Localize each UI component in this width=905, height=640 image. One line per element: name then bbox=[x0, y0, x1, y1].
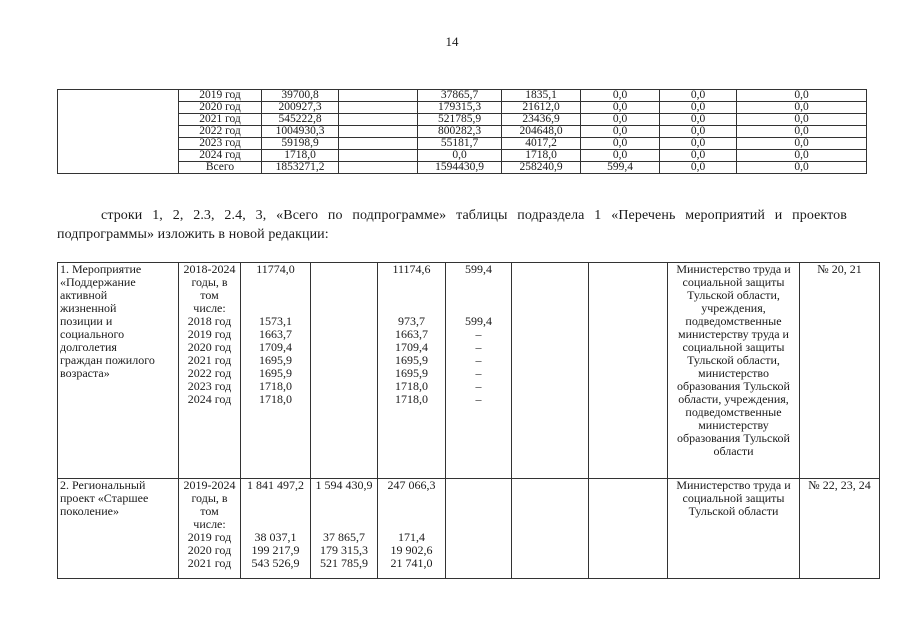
cell-line: 543 526,9 bbox=[251, 556, 300, 570]
value-cell: 0,0 bbox=[737, 114, 867, 126]
value-cell bbox=[339, 102, 418, 114]
value-cell: 0,0 bbox=[581, 138, 660, 150]
value-cell: 37865,7 bbox=[418, 90, 502, 102]
cell-line: 1663,7 bbox=[259, 327, 292, 341]
cell-line bbox=[243, 289, 308, 302]
cell-line: 1 594 430,9 bbox=[315, 478, 373, 492]
table-row bbox=[58, 162, 867, 174]
cell-line: 1. Мероприятие bbox=[60, 262, 142, 276]
cell-line: долголетия bbox=[60, 340, 117, 354]
regional-cell bbox=[378, 479, 446, 579]
cell-line: 2019 год bbox=[187, 530, 232, 544]
indicators-cell: № 22, 23, 24 bbox=[800, 479, 880, 579]
regional-cell bbox=[378, 263, 446, 479]
value-cell: 0,0 bbox=[581, 150, 660, 162]
cell-line: 1709,4 bbox=[395, 340, 428, 354]
table-row bbox=[58, 479, 880, 579]
cell-line: жизненной bbox=[60, 301, 117, 315]
value-cell bbox=[339, 150, 418, 162]
cell-line: 247 066,3 bbox=[387, 478, 436, 492]
value-cell: 0,0 bbox=[581, 102, 660, 114]
value-cell: 4017,2 bbox=[502, 138, 581, 150]
cell-line: социального bbox=[60, 327, 125, 341]
cell-line: 1718,0 bbox=[259, 392, 292, 406]
cell-line: 1718,0 bbox=[395, 379, 428, 393]
cell-line: 1718,0 bbox=[259, 379, 292, 393]
value-cell: 21612,0 bbox=[502, 102, 581, 114]
local-cell bbox=[446, 479, 512, 579]
cell-line: – bbox=[475, 366, 482, 380]
cell-line: 171,4 bbox=[398, 530, 425, 544]
value-cell bbox=[339, 138, 418, 150]
value-cell: 23436,9 bbox=[502, 114, 581, 126]
table-row bbox=[58, 263, 880, 479]
cell-line bbox=[448, 276, 509, 289]
cell-line: граждан пожилого bbox=[60, 353, 155, 367]
value-cell: 0,0 bbox=[660, 150, 737, 162]
responsible-cell: Министерство труда и социальной защиты Тульской области, учреждения, подведомственные министерству труда и социальной защиты Тульской области, министерство образования Тульской области, учреждения, подведомственные министерству образования Тульской области bbox=[668, 263, 800, 479]
cell-line: 2021 год bbox=[187, 556, 232, 570]
cell-line: 37 865,7 bbox=[323, 530, 365, 544]
table-row bbox=[58, 114, 867, 126]
page-number: 14 bbox=[445, 34, 459, 49]
activities-table bbox=[57, 262, 880, 579]
cell-line: 1718,0 bbox=[395, 392, 428, 406]
cell-line: 38 037,1 bbox=[254, 530, 297, 544]
empty-cell bbox=[589, 263, 668, 479]
value-cell: 599,4 bbox=[581, 162, 660, 174]
cell-line: 2022 год bbox=[187, 366, 232, 380]
cell-line: числе: bbox=[193, 517, 226, 531]
table-row bbox=[58, 138, 867, 150]
cell-line: 19 902,6 bbox=[390, 543, 433, 557]
federal-cell bbox=[311, 263, 378, 479]
cell-line bbox=[380, 505, 443, 518]
value-cell: 0,0 bbox=[660, 90, 737, 102]
cell-line: «Поддержание bbox=[60, 275, 136, 289]
cell-line bbox=[243, 505, 308, 518]
total-cell bbox=[241, 263, 311, 479]
value-cell: 0,0 bbox=[737, 162, 867, 174]
cell-line: – bbox=[475, 392, 482, 406]
value-cell: 521785,9 bbox=[418, 114, 502, 126]
value-cell: 0,0 bbox=[737, 150, 867, 162]
cell-line: 2019-2024 bbox=[183, 478, 236, 492]
period-cell bbox=[179, 263, 241, 479]
cell-line: – bbox=[475, 353, 482, 367]
value-cell: 0,0 bbox=[737, 90, 867, 102]
value-cell: 0,0 bbox=[660, 126, 737, 138]
empty-cell bbox=[589, 479, 668, 579]
value-cell bbox=[339, 126, 418, 138]
responsible-cell: Министерство труда и социальной защиты Тульской области bbox=[668, 479, 800, 579]
cell-line bbox=[380, 276, 443, 289]
activity-name-cell bbox=[58, 263, 179, 479]
cell-line: активной bbox=[60, 288, 108, 302]
value-cell: 1718,0 bbox=[262, 150, 339, 162]
cell-line: 2024 год bbox=[187, 392, 232, 406]
value-cell: 204648,0 bbox=[502, 126, 581, 138]
cell-line: 2023 год bbox=[187, 379, 232, 393]
year-cell: 2019 год bbox=[179, 90, 262, 102]
cell-line: 1573,1 bbox=[259, 314, 292, 328]
value-cell: 0,0 bbox=[581, 114, 660, 126]
value-cell bbox=[339, 90, 418, 102]
table-row bbox=[58, 90, 867, 102]
budget-table-continuation bbox=[57, 89, 867, 174]
cell-line: поколение» bbox=[60, 504, 119, 518]
cell-line: 1709,4 bbox=[259, 340, 292, 354]
cell-line: 1695,9 bbox=[395, 353, 428, 367]
cell-line: – bbox=[475, 327, 482, 341]
year-cell: 2024 год bbox=[179, 150, 262, 162]
value-cell: 179315,3 bbox=[418, 102, 502, 114]
cell-line: 199 217,9 bbox=[251, 543, 300, 557]
table-row bbox=[58, 126, 867, 138]
value-cell: 0,0 bbox=[660, 102, 737, 114]
amendment-paragraph: строки 1, 2, 2.3, 2.4, 3, «Всего по подпрограмме» таблицы подраздела 1 «Перечень мероприятий и проектов подпрограммы» изложить в новой редакции: bbox=[57, 208, 847, 242]
cell-line: 1 841 497,2 bbox=[247, 478, 304, 492]
value-cell: 545222,8 bbox=[262, 114, 339, 126]
cell-line: годы, в bbox=[191, 275, 228, 289]
value-cell: 0,0 bbox=[581, 126, 660, 138]
cell-line: – bbox=[475, 340, 482, 354]
cell-line: 11774,0 bbox=[256, 262, 295, 276]
total-cell bbox=[241, 479, 311, 579]
activity-name-cell bbox=[58, 479, 179, 579]
cell-line: – bbox=[475, 379, 482, 393]
value-cell: 59198,9 bbox=[262, 138, 339, 150]
cell-line: 1663,7 bbox=[395, 327, 428, 341]
year-cell: 2023 год bbox=[179, 138, 262, 150]
empty-cell bbox=[512, 263, 589, 479]
year-cell: 2021 год bbox=[179, 114, 262, 126]
cell-line: годы, в bbox=[191, 491, 228, 505]
cell-line: 973,7 bbox=[398, 314, 425, 328]
cell-line: 2018-2024 bbox=[183, 262, 236, 276]
cell-line bbox=[313, 505, 375, 518]
value-cell: 55181,7 bbox=[418, 138, 502, 150]
value-cell: 1004930,3 bbox=[262, 126, 339, 138]
cell-line bbox=[243, 492, 308, 505]
value-cell: 1718,0 bbox=[502, 150, 581, 162]
value-cell: 0,0 bbox=[418, 150, 502, 162]
cell-line: 11174,6 bbox=[392, 262, 431, 276]
cell-line: 2. Региональный bbox=[60, 478, 146, 492]
value-cell bbox=[339, 114, 418, 126]
cell-line: 1695,9 bbox=[395, 366, 428, 380]
cell-line bbox=[380, 289, 443, 302]
cell-line: 521 785,9 bbox=[320, 556, 368, 570]
value-cell: 0,0 bbox=[660, 138, 737, 150]
cell-line: возраста» bbox=[60, 366, 110, 380]
value-cell: 0,0 bbox=[660, 162, 737, 174]
cell-line: 21 741,0 bbox=[390, 556, 433, 570]
value-cell: 1594430,9 bbox=[418, 162, 502, 174]
cell-line: 2020 год bbox=[187, 543, 232, 557]
cell-line: 2019 год bbox=[187, 327, 232, 341]
year-cell: 2022 год bbox=[179, 126, 262, 138]
period-cell bbox=[179, 479, 241, 579]
value-cell: 39700,8 bbox=[262, 90, 339, 102]
local-cell bbox=[446, 263, 512, 479]
cell-line bbox=[243, 276, 308, 289]
cell-line: 2021 год bbox=[187, 353, 232, 367]
value-cell: 1835,1 bbox=[502, 90, 581, 102]
year-cell: Всего bbox=[179, 162, 262, 174]
cell-line bbox=[380, 492, 443, 505]
cell-line: 179 315,3 bbox=[320, 543, 368, 557]
value-cell: 258240,9 bbox=[502, 162, 581, 174]
value-cell: 0,0 bbox=[737, 126, 867, 138]
cell-line: проект «Старшее bbox=[60, 491, 149, 505]
cell-line bbox=[313, 492, 375, 505]
empty-merged-cell bbox=[58, 90, 179, 174]
value-cell: 0,0 bbox=[737, 138, 867, 150]
value-cell: 0,0 bbox=[660, 114, 737, 126]
cell-line: том bbox=[200, 288, 219, 302]
value-cell: 1853271,2 bbox=[262, 162, 339, 174]
table-row bbox=[58, 150, 867, 162]
cell-line: том bbox=[200, 504, 219, 518]
cell-line: числе: bbox=[193, 301, 226, 315]
cell-line: 1695,9 bbox=[259, 353, 292, 367]
cell-line bbox=[448, 289, 509, 302]
value-cell bbox=[339, 162, 418, 174]
indicators-cell: № 20, 21 bbox=[800, 263, 880, 479]
table-row bbox=[58, 102, 867, 114]
value-cell: 0,0 bbox=[737, 102, 867, 114]
federal-cell bbox=[311, 479, 378, 579]
value-cell: 200927,3 bbox=[262, 102, 339, 114]
value-cell: 800282,3 bbox=[418, 126, 502, 138]
value-cell: 0,0 bbox=[581, 90, 660, 102]
cell-line: 1695,9 bbox=[259, 366, 292, 380]
empty-cell bbox=[512, 479, 589, 579]
cell-line: 2018 год bbox=[187, 314, 232, 328]
cell-line: 599,4 bbox=[465, 314, 492, 328]
cell-line: позиции и bbox=[60, 314, 113, 328]
cell-line: 2020 год bbox=[187, 340, 232, 354]
cell-line: 599,4 bbox=[465, 262, 492, 276]
year-cell: 2020 год bbox=[179, 102, 262, 114]
